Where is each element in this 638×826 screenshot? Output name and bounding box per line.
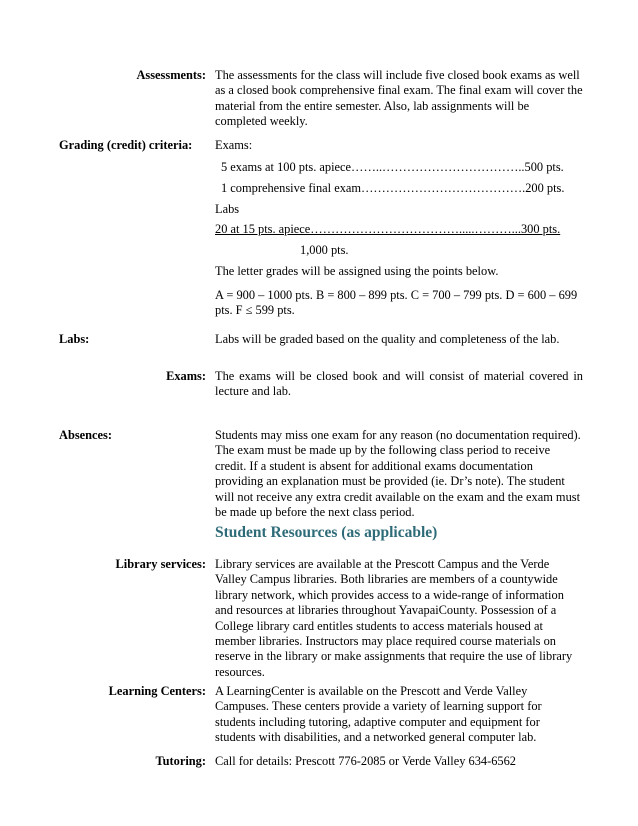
absences-text: Students may miss one exam for any reason (no documentation required). The exam must be made up by the following class period to receive credit. If a student is absent for additional exams documentation providing an explanation must be provided (ie. Dr’s note). The student will not receive any extra credit available on the exam and the exam must be made up before the next class period.: [215, 428, 581, 520]
learning-centers-text: A LearningCenter is available on the Prescott and Verde Valley Campuses. These centers provide a variety of learning support for students including tutoring, adaptive computer and equipment for students with disabilities, and a networked general computer lab.: [215, 684, 542, 745]
student-resources-heading: Student Resources (as applicable): [215, 524, 438, 541]
grading-final-line: 1 comprehensive final exam………………………………….200 pts.: [221, 181, 565, 195]
grading-label: Grading (credit) criteria:: [59, 138, 193, 152]
labs-text: Labs will be graded based on the quality and completeness of the lab.: [215, 332, 560, 346]
grading-letter-intro: The letter grades will be assigned using the points below.: [215, 264, 499, 278]
tutoring-text: Call for details: Prescott 776-2085 or Verde Valley 634-6562: [215, 754, 516, 768]
tutoring-label: Tutoring:: [155, 754, 206, 768]
grading-exams-heading: Exams:: [215, 138, 253, 152]
library-services-label: Library services:: [115, 557, 206, 571]
absences-label: Absences:: [59, 428, 112, 442]
grading-total: 1,000 pts.: [300, 243, 349, 257]
grading-exam-line: 5 exams at 100 pts. apiece……..……………………………..500 pts.: [221, 160, 564, 174]
grading-labs-line: 20 at 15 pts. apiece……………………………….....………...300 pts.: [215, 222, 561, 236]
library-services-text: Library services are available at the Prescott Campus and the Verde Valley Campus libraries. Both libraries are members of a countywide library network, which provides access to a wide-range of information and resources at libraries throughout YavapaiCounty. Possession of a College library card entitles students to access materials housed at member libraries. Instructors may place required course materials on reserve in the library or make assignments that require the use of library resources.: [215, 557, 573, 679]
assessments-label: Assessments:: [136, 68, 206, 82]
labs-label: Labs:: [59, 332, 90, 346]
exams-label: Exams:: [166, 369, 206, 383]
grading-scale: A = 900 – 1000 pts. B = 800 – 899 pts. C = 700 – 799 pts. D = 600 – 699 pts. F ≤ 599 pts.: [215, 288, 578, 318]
grading-labs-heading: Labs: [215, 202, 240, 216]
exams-text: The exams will be closed book and will consist of material covered in lecture and lab.: [215, 369, 583, 399]
assessments-text: The assessments for the class will include five closed book exams as well as a closed book comprehensive final exam. The final exam will cover the material from the entire semester. Also, lab assignments will be completed weekly.: [215, 68, 583, 129]
learning-centers-label: Learning Centers:: [108, 684, 206, 698]
